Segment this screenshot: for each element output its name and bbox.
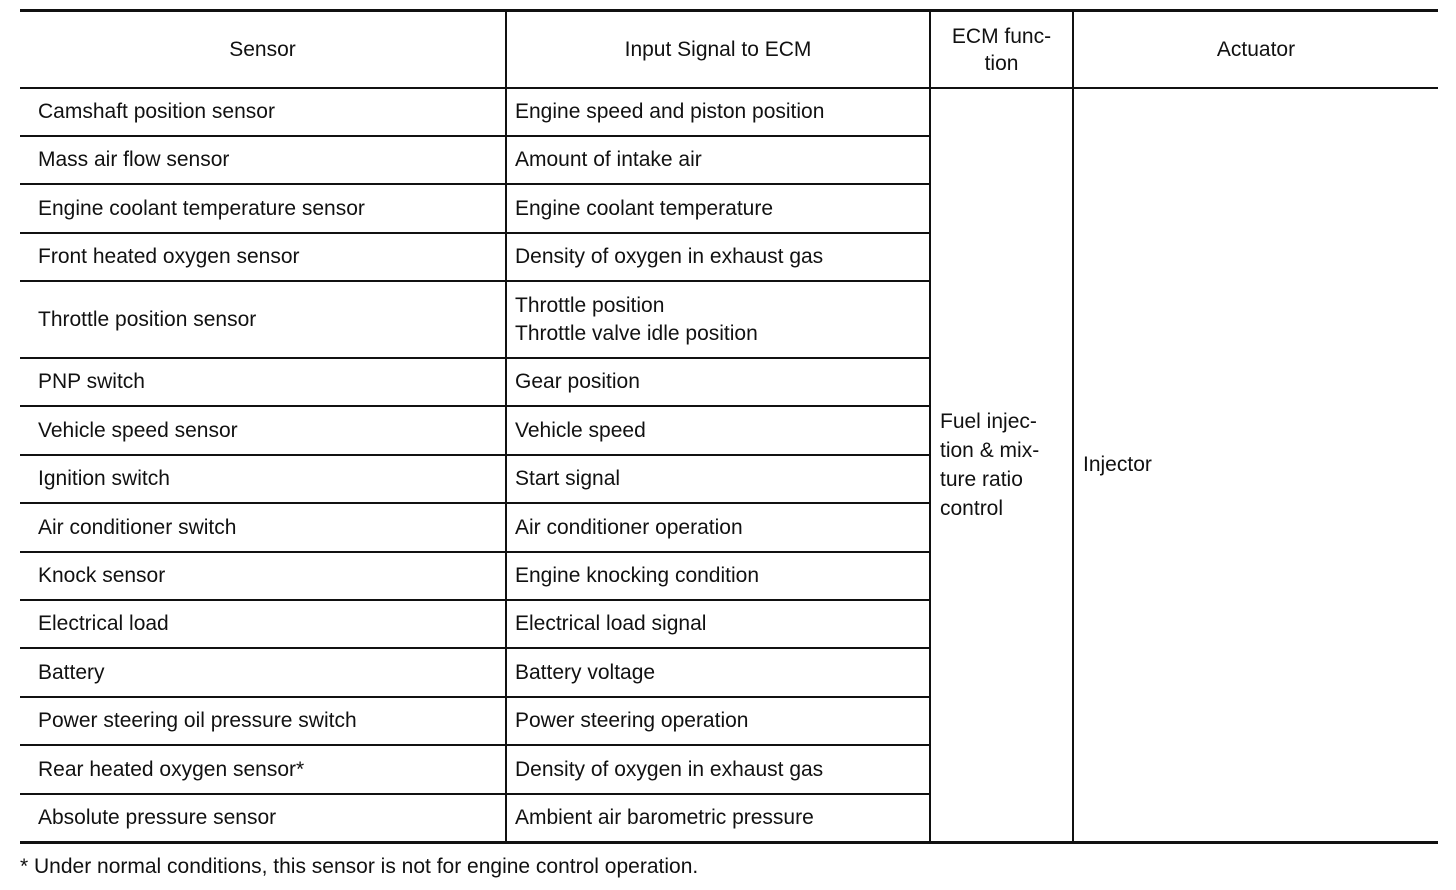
sensor-cell: Ignition switch (20, 455, 506, 503)
sensor-cell: Rear heated oxygen sensor* (20, 745, 506, 794)
header-ecm-function (930, 11, 1073, 89)
input-signal-cell: Gear position (506, 358, 930, 406)
input-signal-cell: Engine speed and piston position (506, 88, 930, 136)
input-signal-cell: Battery voltage (506, 648, 930, 697)
sensor-cell: Absolute pressure sensor (20, 794, 506, 842)
input-signal-cell: Amount of intake air (506, 136, 930, 184)
footnote: * Under normal conditions, this sensor is not for engine control operation. (20, 855, 699, 878)
ecm-function-line: control (940, 496, 1004, 520)
sensor-cell: Battery (20, 648, 506, 697)
sensor-cell: Air conditioner switch (20, 503, 506, 552)
ecm-function-cell (930, 88, 1073, 842)
sensor-cell: Mass air flow sensor (20, 136, 506, 184)
sensor-cell: Engine coolant temperature sensor (20, 184, 506, 233)
actuator-cell: Injector (1073, 88, 1438, 842)
header-ecm-function-line: ECM func- (951, 24, 1052, 48)
sensor-cell: Vehicle speed sensor (20, 406, 506, 455)
sensor-cell: Front heated oxygen sensor (20, 233, 506, 281)
input-signal-cell: Density of oxygen in exhaust gas (506, 745, 930, 794)
ecm-function-line: Fuel injec- (940, 409, 1037, 433)
header-row (20, 11, 1438, 89)
input-signal-cell: Ambient air barometric pressure (506, 794, 930, 842)
sensor-ecm-actuator-table (20, 9, 1438, 844)
sensor-cell: Camshaft position sensor (38, 100, 275, 123)
input-signal-cell: Engine knocking condition (506, 552, 930, 600)
sensor-cell: PNP switch (20, 358, 506, 406)
input-signal-cell: Vehicle speed (506, 406, 930, 455)
table-body (20, 88, 1438, 842)
input-signal-cell: Engine coolant temperature (506, 184, 930, 233)
sensor-cell: Knock sensor (20, 552, 506, 600)
input-signal-cell: Power steering operation (506, 697, 930, 745)
ecm-function-line: tion & mix- (940, 438, 1040, 462)
header-input-signal: Input Signal to ECM (506, 11, 930, 89)
ecm-function-line: ture ratio (940, 467, 1023, 491)
sensor-cell: Power steering oil pressure switch (20, 697, 506, 745)
header-ecm-function-line: tion (984, 51, 1019, 75)
input-signal-cell: Density of oxygen in exhaust gas (506, 233, 930, 281)
header-actuator: Actuator (1073, 11, 1438, 89)
table-row (20, 88, 1438, 136)
sensor-cell: Electrical load (20, 600, 506, 648)
input-signal-line: Throttle position (515, 293, 665, 317)
input-signal-cell: Air conditioner operation (506, 503, 930, 552)
header-sensor: Sensor (20, 11, 506, 89)
input-signal-line: Throttle valve idle position (515, 321, 758, 345)
sensor-cell: Throttle position sensor (20, 281, 506, 358)
input-signal-cell (506, 281, 930, 358)
input-signal-cell: Start signal (506, 455, 930, 503)
input-signal-cell: Electrical load signal (506, 600, 930, 648)
